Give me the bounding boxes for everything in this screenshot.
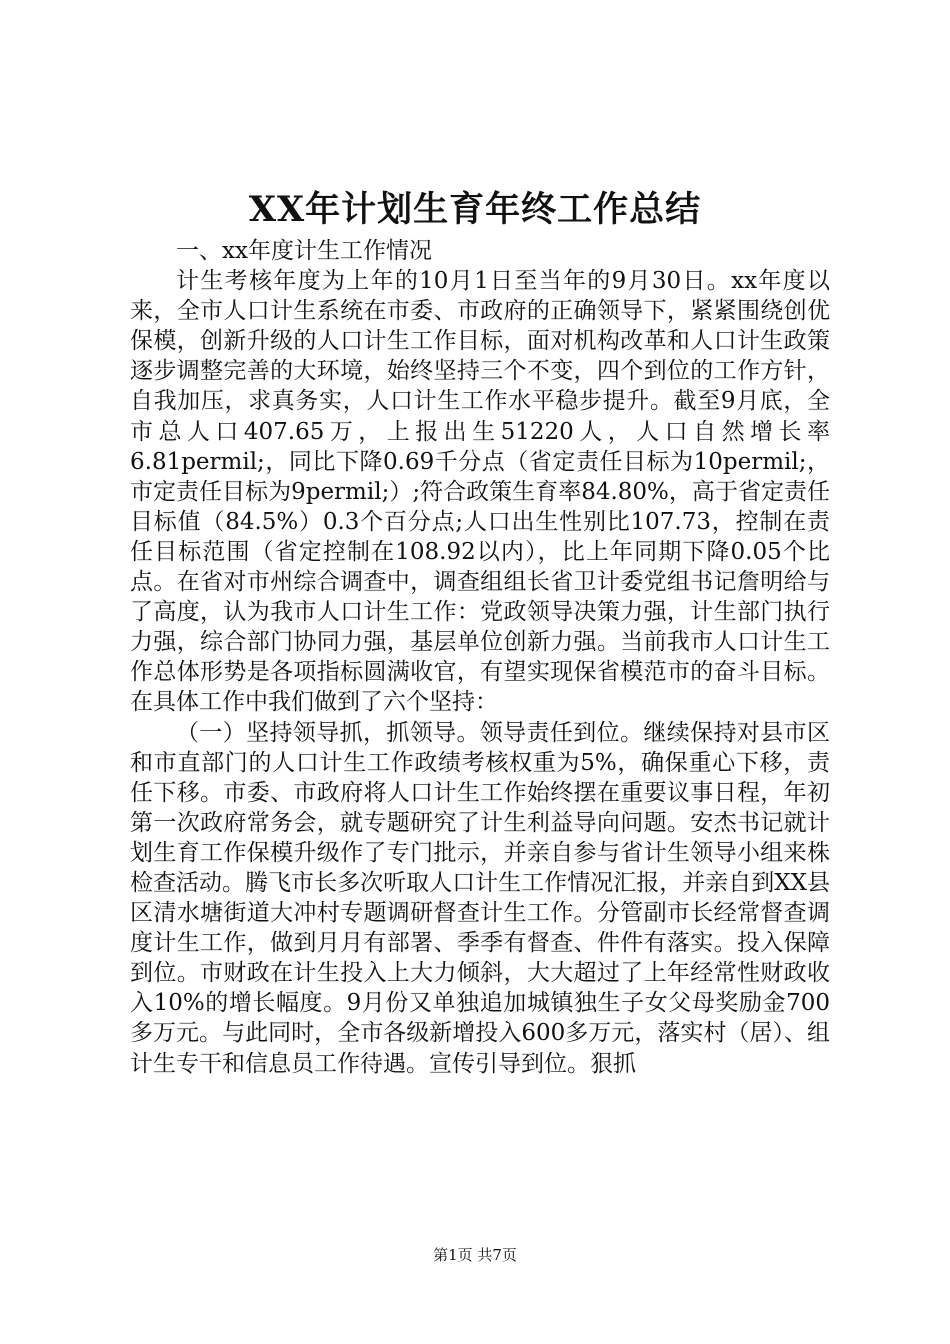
section-heading: 一、xx年度计生工作情况 xyxy=(176,238,432,264)
document-title: XX年计划生育年终工作总结 xyxy=(248,189,702,230)
paragraph-leadership: （一）坚持领导抓，抓领导。领导责任到位。继续保持对县市区和市直部门的人口计生工作政绩考核权重为5%，确保重心下移，责任下移。市委、市政府将人口计生工作始终摆在重要议事日程，年初第一次政府常务会，就专题研究了计生利益导向问题。安杰书记就计划生育工作保模升级作了专门批示，并亲自参与省计生领导小组来株检查活动。腾飞市长多次听取人口计生工作情况汇报，并亲自到XX县区清水塘街道大冲村专题调研督查计生工作。分管副市长经常督查调度计生工作，做到月月有部署、季季有督查、件件有落实。投入保障到位。市财政在计生投入上大力倾斜，大大超过了上年经常性财政收入10%的增长幅度。9月份又单独追加城镇独生子女父母奖励金700多万元。与此同时，全市各级新增投入600多万元，落实村（居）、组计生专干和信息员工作待遇。宣传引导到位。狠抓 xyxy=(130,719,830,1077)
page-number-footer: 第1页 共7页 xyxy=(433,1246,517,1264)
paragraph-overview: 计生考核年度为上年的10月1日至当年的9月30日。xx年度以来，全市人口计生系统在市委、市政府的正确领导下，紧紧围绕创优保模，创新升级的人口计生工作目标，面对机构改革和人口计生政策逐步调整完善的大环境，始终坚持三个不变，四个到位的工作方针，自我加压，求真务实，人口计生工作水平稳步提升。截至9月底，全市总人口407.65万，上报出生51220人，人口自然增长率6.81permil;，同比下降0.69千分点（省定责任目标为10permil;，市定责任目标为9permil;）;符合政策生育率84.80%，高于省定责任目标值（84.5%）0.3个百分点;人口出生性别比107.73，控制在责任目标范围（省定控制在108.92以内），比上年同期下降0.05个比点。在省对市州综合调查中，调查组组长省卫计委党组书记詹明给与了高度，认为我市人口计生工作：党政领导决策力强，计生部门执行力强，综合部门协同力强，基层单位创新力强。当前我市人口计生工作总体形势是各项指标圆满收官，有望实现保省模范市的奋斗目标。在具体工作中我们做到了六个坚持： xyxy=(130,268,830,716)
document-body xyxy=(130,236,830,1079)
